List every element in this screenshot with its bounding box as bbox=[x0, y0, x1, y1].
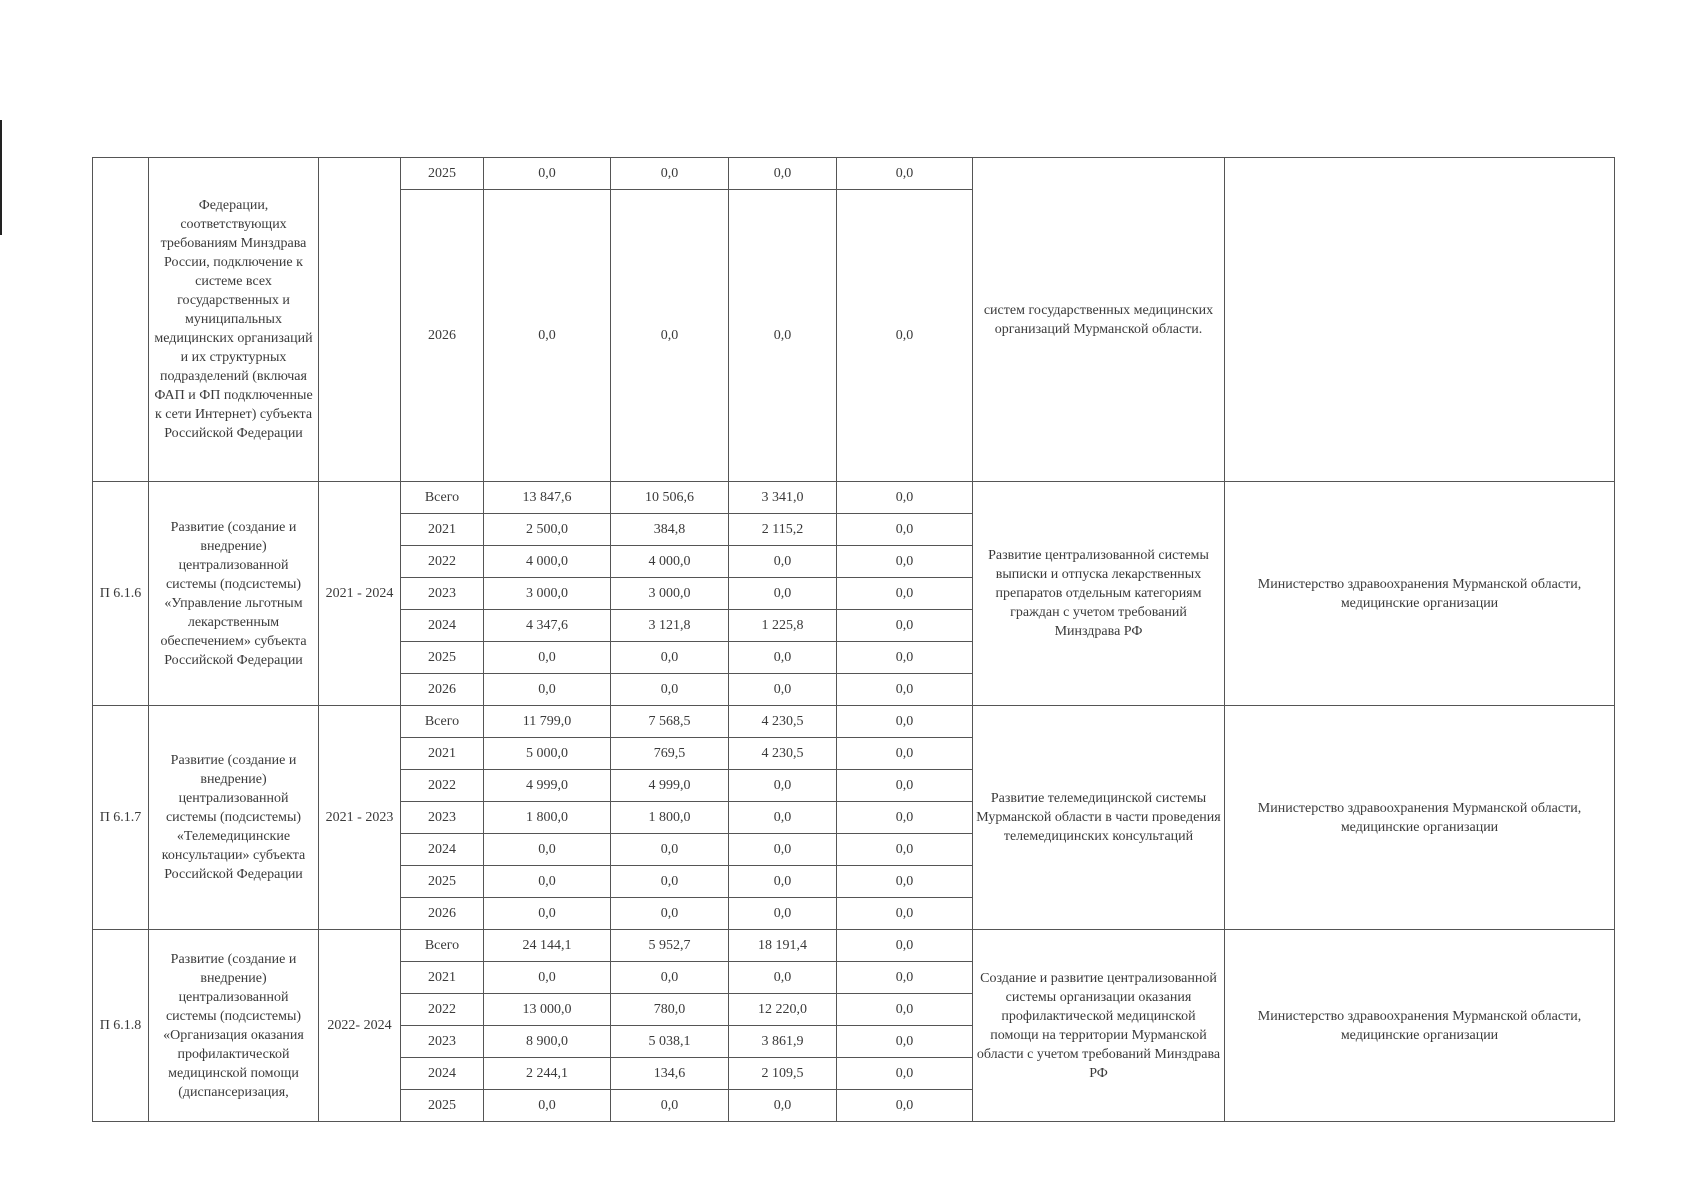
total-cell: 0,0 bbox=[484, 158, 611, 190]
year-cell: 2022 bbox=[401, 770, 484, 802]
federal-cell: 0,0 bbox=[729, 898, 837, 930]
total-cell: 0,0 bbox=[484, 866, 611, 898]
code-cell: П 6.1.7 bbox=[93, 706, 149, 930]
total-cell: 0,0 bbox=[484, 674, 611, 706]
regional-cell: 0,0 bbox=[611, 190, 729, 482]
year-cell: Всего bbox=[401, 930, 484, 962]
year-cell: 2021 bbox=[401, 738, 484, 770]
total-cell: 0,0 bbox=[484, 1090, 611, 1122]
regional-cell: 1 800,0 bbox=[611, 802, 729, 834]
scan-edge-mark bbox=[0, 120, 2, 235]
regional-cell: 0,0 bbox=[611, 962, 729, 994]
period-cell: 2021 - 2024 bbox=[319, 482, 401, 706]
federal-cell: 4 230,5 bbox=[729, 706, 837, 738]
year-cell: 2022 bbox=[401, 546, 484, 578]
other-cell: 0,0 bbox=[837, 898, 973, 930]
total-cell: 4 347,6 bbox=[484, 610, 611, 642]
total-cell: 24 144,1 bbox=[484, 930, 611, 962]
federal-cell: 0,0 bbox=[729, 1090, 837, 1122]
other-cell: 0,0 bbox=[837, 1058, 973, 1090]
year-cell: 2025 bbox=[401, 1090, 484, 1122]
year-cell: 2024 bbox=[401, 1058, 484, 1090]
year-cell: Всего bbox=[401, 706, 484, 738]
other-cell: 0,0 bbox=[837, 158, 973, 190]
code-cell bbox=[93, 158, 149, 482]
other-cell: 0,0 bbox=[837, 514, 973, 546]
other-cell: 0,0 bbox=[837, 930, 973, 962]
federal-cell: 12 220,0 bbox=[729, 994, 837, 1026]
table-row bbox=[93, 930, 1615, 962]
other-cell: 0,0 bbox=[837, 546, 973, 578]
executor-cell: Министерство здравоохранения Мурманской области, медицинские организации bbox=[1225, 482, 1615, 706]
year-cell: 2023 bbox=[401, 1026, 484, 1058]
regional-cell: 0,0 bbox=[611, 866, 729, 898]
federal-cell: 2 109,5 bbox=[729, 1058, 837, 1090]
other-cell: 0,0 bbox=[837, 738, 973, 770]
year-cell: Всего bbox=[401, 482, 484, 514]
year-cell: 2023 bbox=[401, 802, 484, 834]
year-cell: 2024 bbox=[401, 834, 484, 866]
total-cell: 11 799,0 bbox=[484, 706, 611, 738]
executor-cell bbox=[1225, 158, 1615, 482]
total-cell: 13 000,0 bbox=[484, 994, 611, 1026]
executor-cell: Министерство здравоохранения Мурманской области, медицинские организации bbox=[1225, 930, 1615, 1122]
federal-cell: 0,0 bbox=[729, 802, 837, 834]
year-cell: 2021 bbox=[401, 962, 484, 994]
other-cell: 0,0 bbox=[837, 1090, 973, 1122]
executor-cell: Министерство здравоохранения Мурманской области, медицинские организации bbox=[1225, 706, 1615, 930]
total-cell: 4 999,0 bbox=[484, 770, 611, 802]
regional-cell: 0,0 bbox=[611, 898, 729, 930]
other-cell: 0,0 bbox=[837, 1026, 973, 1058]
table-row bbox=[93, 482, 1615, 514]
year-cell: 2025 bbox=[401, 642, 484, 674]
regional-cell: 10 506,6 bbox=[611, 482, 729, 514]
total-cell: 1 800,0 bbox=[484, 802, 611, 834]
period-cell: 2021 - 2023 bbox=[319, 706, 401, 930]
federal-cell: 1 225,8 bbox=[729, 610, 837, 642]
total-cell: 4 000,0 bbox=[484, 546, 611, 578]
other-cell: 0,0 bbox=[837, 190, 973, 482]
result-cell: систем государственных медицинских организаций Мурманской области. bbox=[973, 158, 1225, 482]
federal-cell: 0,0 bbox=[729, 578, 837, 610]
measure-name-cell: Развитие (создание и внедрение) централизованной системы (подсистемы) «Управление льготным лекарственным обеспечением» субъекта Российской Федерации bbox=[149, 482, 319, 706]
total-cell: 8 900,0 bbox=[484, 1026, 611, 1058]
regional-cell: 384,8 bbox=[611, 514, 729, 546]
regional-cell: 769,5 bbox=[611, 738, 729, 770]
other-cell: 0,0 bbox=[837, 482, 973, 514]
other-cell: 0,0 bbox=[837, 994, 973, 1026]
federal-cell: 0,0 bbox=[729, 962, 837, 994]
other-cell: 0,0 bbox=[837, 770, 973, 802]
federal-cell: 0,0 bbox=[729, 190, 837, 482]
regional-cell: 4 000,0 bbox=[611, 546, 729, 578]
total-cell: 0,0 bbox=[484, 642, 611, 674]
regional-cell: 134,6 bbox=[611, 1058, 729, 1090]
measure-name-cell: Развитие (создание и внедрение) централизованной системы (подсистемы) «Организация оказания профилактической медицинской помощи (диспансеризация, bbox=[149, 930, 319, 1122]
other-cell: 0,0 bbox=[837, 706, 973, 738]
federal-cell: 0,0 bbox=[729, 546, 837, 578]
total-cell: 0,0 bbox=[484, 190, 611, 482]
total-cell: 3 000,0 bbox=[484, 578, 611, 610]
result-cell: Создание и развитие централизованной системы организации оказания профилактической медицинской помощи на территории Мурманской области с учетом требований Минздрава РФ bbox=[973, 930, 1225, 1122]
table-row bbox=[93, 158, 1615, 190]
federal-cell: 18 191,4 bbox=[729, 930, 837, 962]
year-cell: 2021 bbox=[401, 514, 484, 546]
other-cell: 0,0 bbox=[837, 642, 973, 674]
total-cell: 2 500,0 bbox=[484, 514, 611, 546]
federal-cell: 3 861,9 bbox=[729, 1026, 837, 1058]
year-cell: 2025 bbox=[401, 158, 484, 190]
result-cell: Развитие телемедицинской системы Мурманской области в части проведения телемедицинских консультаций bbox=[973, 706, 1225, 930]
other-cell: 0,0 bbox=[837, 674, 973, 706]
other-cell: 0,0 bbox=[837, 578, 973, 610]
measure-name-cell: Развитие (создание и внедрение) централизованной системы (подсистемы) «Телемедицинские консультации» субъекта Российской Федерации bbox=[149, 706, 319, 930]
regional-cell: 0,0 bbox=[611, 834, 729, 866]
period-cell: 2022- 2024 bbox=[319, 930, 401, 1122]
program-measures-table bbox=[92, 157, 1615, 1122]
federal-cell: 2 115,2 bbox=[729, 514, 837, 546]
regional-cell: 0,0 bbox=[611, 642, 729, 674]
federal-cell: 0,0 bbox=[729, 770, 837, 802]
total-cell: 0,0 bbox=[484, 898, 611, 930]
other-cell: 0,0 bbox=[837, 834, 973, 866]
total-cell: 0,0 bbox=[484, 962, 611, 994]
year-cell: 2026 bbox=[401, 190, 484, 482]
year-cell: 2024 bbox=[401, 610, 484, 642]
year-cell: 2026 bbox=[401, 898, 484, 930]
year-cell: 2023 bbox=[401, 578, 484, 610]
period-cell bbox=[319, 158, 401, 482]
federal-cell: 0,0 bbox=[729, 866, 837, 898]
total-cell: 13 847,6 bbox=[484, 482, 611, 514]
federal-cell: 0,0 bbox=[729, 834, 837, 866]
federal-cell: 3 341,0 bbox=[729, 482, 837, 514]
other-cell: 0,0 bbox=[837, 802, 973, 834]
measure-name-cell: Федерации, соответствующих требованиям Минздрава России, подключение к системе всех государственных и муниципальных медицинских организаций и их структурных подразделений (включая ФАП и ФП подключенные к сети Интернет) субъекта Российской Федерации bbox=[149, 158, 319, 482]
result-cell: Развитие централизованной системы выписки и отпуска лекарственных препаратов отдельным категориям граждан с учетом требований Минздрава РФ bbox=[973, 482, 1225, 706]
regional-cell: 0,0 bbox=[611, 1090, 729, 1122]
other-cell: 0,0 bbox=[837, 610, 973, 642]
regional-cell: 0,0 bbox=[611, 158, 729, 190]
regional-cell: 5 952,7 bbox=[611, 930, 729, 962]
total-cell: 5 000,0 bbox=[484, 738, 611, 770]
federal-cell: 0,0 bbox=[729, 674, 837, 706]
regional-cell: 0,0 bbox=[611, 674, 729, 706]
year-cell: 2022 bbox=[401, 994, 484, 1026]
federal-cell: 0,0 bbox=[729, 642, 837, 674]
regional-cell: 780,0 bbox=[611, 994, 729, 1026]
other-cell: 0,0 bbox=[837, 962, 973, 994]
table-row bbox=[93, 706, 1615, 738]
other-cell: 0,0 bbox=[837, 866, 973, 898]
total-cell: 2 244,1 bbox=[484, 1058, 611, 1090]
regional-cell: 7 568,5 bbox=[611, 706, 729, 738]
code-cell: П 6.1.8 bbox=[93, 930, 149, 1122]
federal-cell: 4 230,5 bbox=[729, 738, 837, 770]
regional-cell: 4 999,0 bbox=[611, 770, 729, 802]
code-cell: П 6.1.6 bbox=[93, 482, 149, 706]
regional-cell: 5 038,1 bbox=[611, 1026, 729, 1058]
regional-cell: 3 000,0 bbox=[611, 578, 729, 610]
regional-cell: 3 121,8 bbox=[611, 610, 729, 642]
total-cell: 0,0 bbox=[484, 834, 611, 866]
year-cell: 2026 bbox=[401, 674, 484, 706]
year-cell: 2025 bbox=[401, 866, 484, 898]
federal-cell: 0,0 bbox=[729, 158, 837, 190]
